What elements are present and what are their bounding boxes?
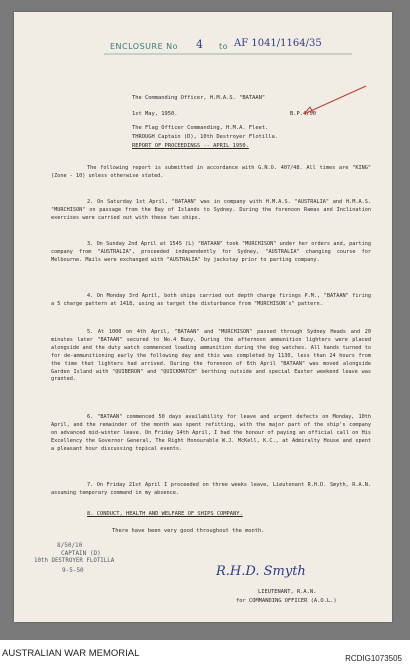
paragraph-2: 2. On Saturday 1st April, "BATAAN" was in company with H.M.A.S. "AUSTRALIA" and H.M.A.S. "MURCHISON" on passage from the Bay of Islands to Sydney. During the forenoon Ramas and Inclination exercises were carried out with these two ships. [51, 199, 371, 221]
institution-name: AUSTRALIAN WAR MEMORIAL [2, 648, 140, 659]
enclosure-to-label: to [219, 42, 229, 51]
enclosure-stamp [110, 42, 178, 51]
signature-for-line: for COMMANDING OFFICER (A.O.L.) [236, 598, 337, 604]
paragraph-intro: The following report is submitted in accordance with G.N.O. 407/48. All times are "KING" (Zone - 10) unless otherwise stated. [51, 165, 371, 179]
signature-rank: LIEUTENANT, R.A.N. [258, 589, 317, 595]
file-reference: AF 1041/1164/35 [234, 38, 322, 49]
header-ref: B.P.4/50 [290, 111, 316, 117]
paragraph-5: 5. At 1000 on 4th April, "BATAAN" and "MURCHISON" passed through Sydney Heads and 20 minutes later "BATAAN" secured to No.4 Buoy. During the afternoon ammunition lighters were placed alongside and the duty watch commenced loading ammunition during the dog watches. All hands turned to for de-ammunitioning early the following day and this was completed by 1130, less than 24 hours from the time that lighters had arrived. During the forenoon of 6th April "BATAAN" was moved alongside Garden Island with "QUIBERON" and "QUICKMATCH" berthing outside and special Easter weekend leave was granted. [51, 329, 371, 383]
paragraph-3: 3. On Sunday 2nd April at 1545 (L) "BATAAN" took "MURCHISON" under her orders and, parting company from "AUSTRALIA", proceeded independently for Sydney, "AUSTRALIA" changing course for Melbourne. Mails were exchanged with "AUSTRALIA" by jackstay prior to parting company. [51, 241, 371, 263]
stamp-underline [104, 52, 354, 58]
document-page [14, 12, 392, 622]
paragraph-7: 7. On Friday 21st April I proceeded on three weeks leave, Lieutenant R.H.D. Smyth, R.A.N. assuming temporary command in my absence. [51, 482, 371, 496]
header-through: THROUGH Captain (D), 10th Destroyer Flotilla. [132, 134, 279, 140]
paragraph-8-text: There have been very good throughout the month. [112, 528, 265, 534]
signature-scribble: R.H.D. Smyth [216, 564, 306, 579]
annotation-line-1: 8/50/10 [57, 542, 83, 549]
header-subject: REPORT OF PROCEEDINGS -- APRIL 1950. [132, 143, 249, 149]
paragraph-8-heading: 8. CONDUCT, HEALTH AND WELFARE OF SHIPS COMPANY. [87, 511, 243, 517]
header-date: 1st May, 1950. [132, 111, 178, 117]
red-arrow-mark [300, 84, 370, 118]
paragraph-4: 4. On Monday 3rd April, both ships carried out depth charge firings P.M., "BATAAN" firing a 5 charge pattern at 1418, using as target the disturbance from "MURCHISON's" pattern. [51, 293, 371, 307]
paragraph-6: 6. "BATAAN" commenced 50 days availability for leave and urgent defects on Monday, 10th April, and the remainder of the month was spent refitting, with the major part of the ship's company on advanced mid-winter leave. On Friday 14th April, I had the honour of paying an official call on His Excellency the Governor General, The Right Honourable W.J. McKell, K.C., at Admiralty House and spent a pleasant hour discussing topical events. [51, 414, 371, 452]
enclosure-label: ENCLOSURE No [110, 42, 179, 51]
annotation-line-2: CAPTAIN (D) [61, 550, 101, 557]
header-from: The Commanding Officer, H.M.A.S. "BATAAN" [132, 95, 266, 101]
catalogue-id: RCDIG1073505 [345, 654, 402, 663]
annotation-line-4: 9-5-50 [62, 567, 84, 574]
archive-footer [0, 640, 410, 666]
annotation-line-3: 10th DESTROYER FLOTILLA [34, 558, 115, 564]
enclosure-number: 4 [196, 38, 203, 51]
header-to: The Flag Officer Commanding, H.M.A. Fleet. [132, 125, 269, 131]
